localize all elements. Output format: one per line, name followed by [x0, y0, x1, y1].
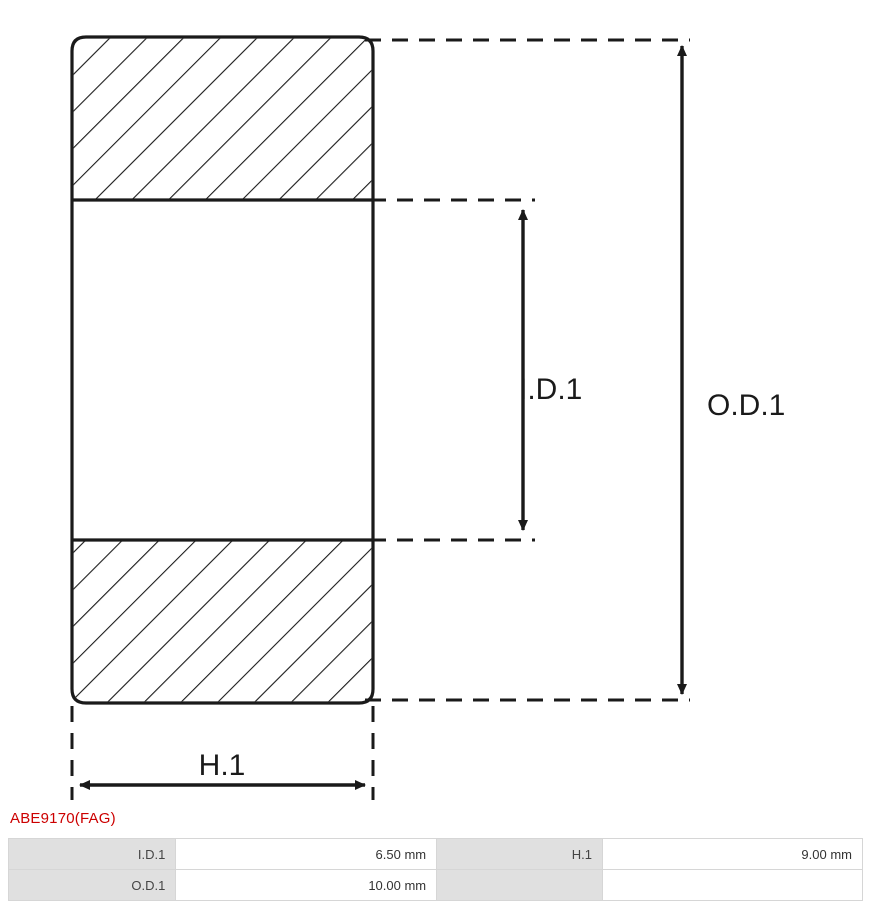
spec-empty-value-cell [602, 870, 862, 901]
specifications-table [8, 838, 863, 901]
table-row [9, 870, 863, 901]
bearing-body [72, 37, 373, 703]
table-row [9, 839, 863, 870]
part-title: ABE9170(FAG) [10, 810, 116, 827]
spec-label-od1: O.D.1 [9, 870, 176, 901]
h1-label: H.1 [198, 749, 246, 782]
spec-value-id1: 6.50 mm [176, 839, 437, 870]
spec-value-h1: 9.00 mm [602, 839, 862, 870]
id1-label: I.D.1 [519, 373, 583, 406]
spec-label-h1: H.1 [437, 839, 603, 870]
spec-label-id1: I.D.1 [9, 839, 176, 870]
spec-value-od1: 10.00 mm [176, 870, 437, 901]
spec-empty-label-cell [437, 870, 603, 901]
od1-label: O.D.1 [707, 389, 786, 422]
